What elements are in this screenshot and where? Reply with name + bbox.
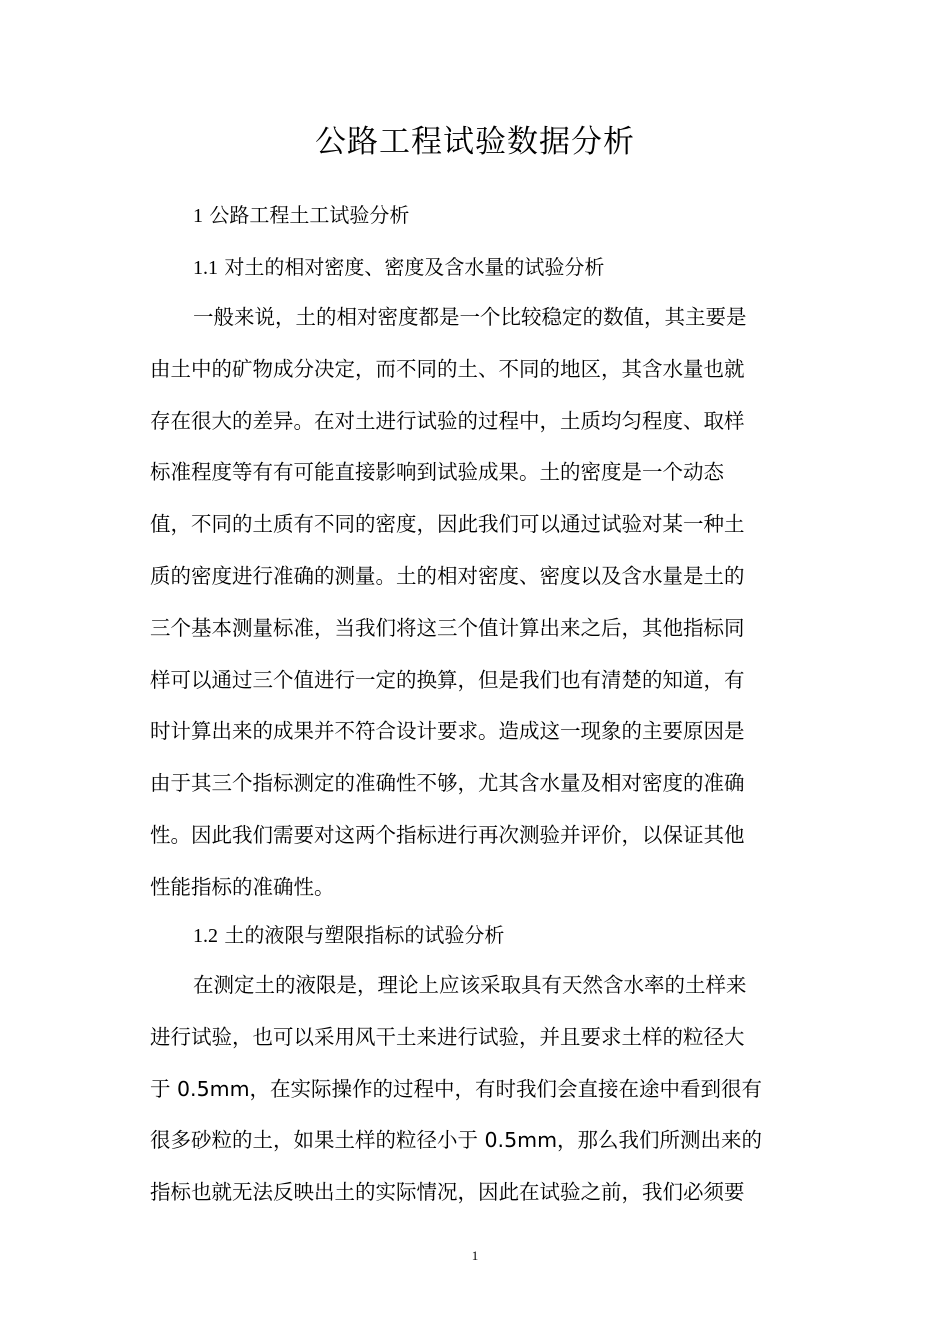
text-line: 时计算出来的成果并不符合设计要求。造成这一现象的主要原因是: [150, 719, 745, 744]
text-line: 样可以通过三个值进行一定的换算，但是我们也有清楚的知道，有: [150, 667, 745, 692]
paragraph-liquid-limit: [150, 960, 798, 1219]
document-title: 公路工程试验数据分析: [315, 124, 635, 160]
text-line: 性能指标的准确性。: [150, 874, 335, 899]
text-line: 在测定土的液限是，理论上应该采取具有天然含水率的土样来: [193, 973, 747, 997]
text-line: 由土中的矿物成分决定，而不同的土、不同的地区，其含水量也就: [150, 356, 745, 381]
section-title: 对土的相对密度、密度及含水量的试验分析: [224, 255, 605, 279]
section-number: 1.1: [193, 257, 218, 279]
text-line: 指标也就无法反映出土的实际情况，因此在试验之前，我们必须要: [150, 1180, 745, 1205]
section-number: 1: [193, 205, 203, 227]
text-line: 一般来说，土的相对密度都是一个比较稳定的数值，其主要是: [193, 305, 747, 329]
paragraph-density: [150, 292, 798, 914]
text-line: 很多砂粒的土，如果土样的粒径小于 0.5mm，那么我们所测出来的: [150, 1128, 763, 1153]
text-line: 值，不同的土质有不同的密度，因此我们可以通过试验对某一种土: [150, 512, 745, 537]
text-line: 质的密度进行准确的测量。土的相对密度、密度以及含水量是土的: [150, 563, 745, 588]
text-line: 由于其三个指标测定的准确性不够，尤其含水量及相对密度的准确: [150, 771, 745, 796]
text-line: 三个基本测量标准，当我们将这三个值计算出来之后，其他指标同: [150, 615, 745, 640]
text-line: 性。因此我们需要对这两个指标进行再次测验并评价，以保证其他: [150, 822, 745, 847]
text-line: 进行试验，也可以采用风干土来进行试验，并且要求土样的粒径大: [150, 1024, 745, 1049]
section-heading-1-1: [193, 241, 604, 294]
section-title: 土的液限与塑限指标的试验分析: [224, 923, 505, 947]
section-number: 1.2: [193, 925, 218, 947]
text-line: 标准程度等有有可能直接影响到试验成果。土的密度是一个动态: [150, 460, 724, 485]
section-heading-1: [193, 189, 409, 242]
text-line: 于 0.5mm，在实际操作的过程中，有时我们会直接在途中看到很有: [150, 1076, 763, 1101]
text-line: 存在很大的差异。在对土进行试验的过程中，土质均匀程度、取样: [150, 408, 745, 433]
section-title: 公路工程土工试验分析: [209, 203, 410, 227]
section-heading-1-2: [193, 909, 504, 962]
page-number: 1: [471, 1248, 479, 1263]
